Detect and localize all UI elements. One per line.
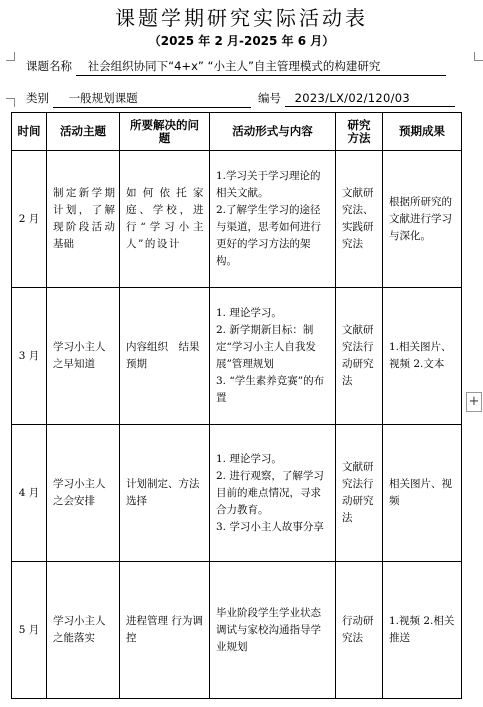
date-range-subtitle: （2025 年 2 月-2025 年 6 月） [148, 34, 335, 48]
header-theme: 活动主题 [47, 113, 120, 151]
content-cell: 毕业阶段学生学业状态调试与家校沟通指导学业规划 [210, 562, 336, 699]
header-problem: 所要解决的问题 [120, 113, 210, 151]
table-row [12, 562, 462, 699]
method-cell: 文献研究法、实践研究法 [336, 151, 383, 288]
result-cell: 1.视频 2.相关推送 [383, 562, 462, 699]
corner-mark [6, 98, 15, 107]
add-row-button[interactable]: + [466, 392, 482, 412]
topic-value: 社会组织协同下“4+x” “小主人”自主管理模式的构建研究 [76, 58, 446, 76]
corner-mark [474, 52, 483, 61]
month-cell: 5 月 [12, 562, 47, 699]
method-cell: 文献研究法行动研究法 [336, 425, 383, 562]
header-method: 研究方法 [336, 113, 383, 151]
problem-cell: 计划制定、方法选择 [120, 425, 210, 562]
month-cell: 3 月 [12, 288, 47, 425]
content-cell: 1.学习关于学习理论的相关文献。 2.了解学生学习的途径与渠道，思考如何进行更好的学习方法的架构。 [210, 151, 336, 288]
category-row [26, 90, 251, 108]
month-cell: 2 月 [12, 151, 47, 288]
table-row [12, 425, 462, 562]
number-row [258, 90, 455, 107]
activity-table [11, 112, 462, 699]
topic-label: 课题名称 [26, 59, 72, 73]
method-cell: 行动研究法 [336, 562, 383, 699]
category-label: 类别 [26, 91, 49, 105]
content-cell: 1. 理论学习。 2. 新学期新目标：制定“学习小主人自我发展”管理规划 3. “学生素养竞赛”的布置 [210, 288, 336, 425]
table-row [12, 288, 462, 425]
problem-cell: 进程管理 行为调控 [120, 562, 210, 699]
number-value: 2023/LX/02/120/03 [285, 91, 455, 107]
theme-cell: 学习小主人之能落实 [47, 562, 120, 699]
header-content: 活动形式与内容 [210, 113, 336, 151]
theme-cell: 学习小主人之会安排 [47, 425, 120, 562]
header-result: 预期成果 [383, 113, 462, 151]
result-cell: 1.相关图片、视频 2.文本 [383, 288, 462, 425]
category-value: 一般规划课题 [53, 90, 251, 108]
table-header-row [12, 113, 462, 151]
topic-row [26, 58, 446, 76]
header-time: 时间 [12, 113, 47, 151]
problem-cell: 如何依托家庭、学校，进行“学习小主人”的设计 [120, 151, 210, 288]
document-title: 课题学期研究实际活动表 [115, 6, 368, 30]
month-cell: 4 月 [12, 425, 47, 562]
number-label: 编号 [258, 91, 281, 105]
problem-cell: 内容组织 结果预期 [120, 288, 210, 425]
result-cell: 相关图片、视频 [383, 425, 462, 562]
result-cell: 根据所研究的文献进行学习与深化。 [383, 151, 462, 288]
table-row [12, 151, 462, 288]
content-cell: 1. 理论学习。 2. 进行观察，了解学习目前的难点情况，寻求合力教育。 3. 学习小主人故事分享 [210, 425, 336, 562]
theme-cell: 制定新学期计划，了解现阶段活动基础 [47, 151, 120, 288]
method-cell: 文献研究法行动研究法 [336, 288, 383, 425]
corner-mark [6, 52, 15, 61]
theme-cell: 学习小主人之早知道 [47, 288, 120, 425]
